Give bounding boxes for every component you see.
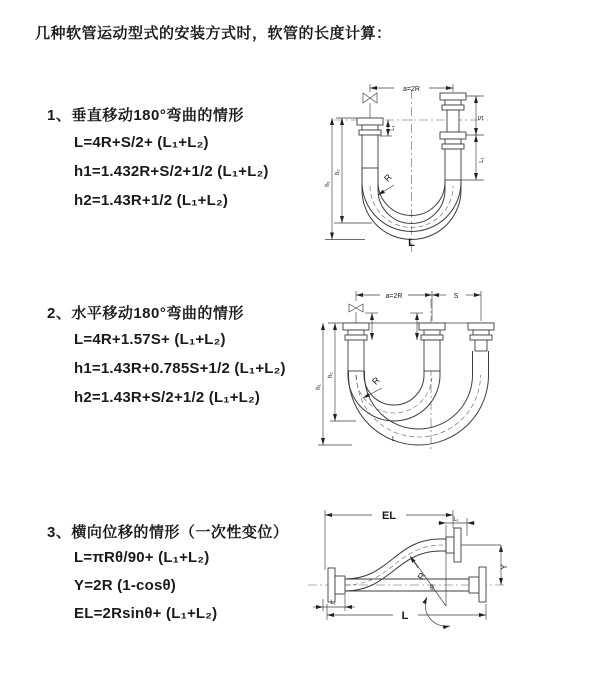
section-2-formula-L: L=4R+1.57S+ (L₁+L₂) — [74, 331, 226, 348]
dimension-label-l1-bottom: L₁ — [330, 600, 336, 606]
flange-right-lower — [440, 132, 466, 180]
dimension-label-l1: L₁ — [479, 157, 485, 163]
section-3-heading: 3、横向位移的情形（一次性变位） — [47, 524, 289, 541]
radius-leader — [410, 556, 428, 582]
diagram-lateral-displacement — [300, 498, 600, 653]
flange-right-inline — [469, 567, 486, 602]
dimension-a2r — [370, 84, 453, 93]
dimension-label-el: EL — [381, 510, 397, 522]
flange-left — [343, 323, 369, 371]
angle-label: θ — [430, 585, 434, 592]
dimension-label-y: Y — [499, 563, 509, 571]
dimension-label-h2: h₂ — [328, 372, 334, 378]
radius-label: R — [370, 375, 382, 387]
page-title: 几种软管运动型式的安装方式时，软管的长度计算： — [35, 25, 392, 42]
dimension-label-h1: h₁ — [325, 181, 331, 187]
dimension-label-h1: h₁ — [316, 384, 322, 390]
braid-section — [362, 135, 378, 168]
diagram-vertical-180-bend — [310, 72, 600, 257]
dimension-l1-right — [461, 135, 485, 180]
dimension-label-a2r: a=2R — [403, 86, 420, 93]
section-2-formula-h2: h2=1.43R+S/2+1/2 (L₁+L₂) — [74, 389, 261, 406]
radius-leader — [378, 172, 394, 195]
radius-label: R — [415, 570, 428, 582]
valve-icon — [363, 93, 377, 118]
section-1-formula-h2: h2=1.43R+1/2 (L₁+L₂) — [74, 192, 229, 209]
dimension-label-s: S — [478, 115, 485, 121]
section-1-formula-L: L=4R+S/2+ (L₁+L₂) — [74, 134, 209, 151]
dimension-label-l1-flange: L₁ — [390, 125, 396, 131]
length-label: L — [392, 436, 396, 443]
dimension-label-s: S — [453, 293, 459, 300]
braid-section — [424, 340, 440, 371]
dimension-label-l1-top: L₁ — [453, 517, 459, 523]
length-label: L — [401, 610, 409, 622]
section-3-formula-EL: EL=2Rsinθ+ (L₁+L₂) — [74, 605, 218, 622]
dimension-s — [466, 96, 485, 135]
dimension-el — [325, 510, 453, 570]
flange-left — [328, 568, 345, 602]
dimension-h1 — [325, 118, 365, 240]
length-label: L — [408, 237, 415, 249]
dimension-label-h2: h₂ — [335, 169, 341, 175]
dimension-a2r — [356, 291, 481, 321]
section-3-formula-Y: Y=2R (1-cosθ) — [74, 577, 176, 594]
section-2-formula-h1: h1=1.43R+0.785S+1/2 (L₁+L₂) — [74, 360, 286, 377]
diagram-horizontal-180-bend — [308, 283, 600, 458]
section-1-heading: 1、垂直移动180°弯曲的情形 — [47, 107, 244, 124]
dimension-h1 — [316, 323, 352, 445]
section-2-heading: 2、水平移动180°弯曲的情形 — [47, 305, 244, 322]
dimension-s — [432, 293, 481, 300]
dimension-label-a2r: a=2R — [385, 293, 403, 300]
hose-u-bend — [348, 351, 489, 445]
section-1-formula-h1: h1=1.432R+S/2+1/2 (L₁+L₂) — [74, 163, 269, 180]
radius-label: R — [382, 172, 394, 184]
flange-right-upper — [440, 93, 466, 132]
hose-s-curve — [345, 539, 446, 591]
flange-left — [357, 118, 383, 168]
flange-middle — [419, 323, 445, 371]
flange-upper-right — [446, 528, 461, 562]
section-3-formula-L: L=πRθ/90+ (L₁+L₂) — [74, 549, 210, 566]
braid-section — [445, 149, 461, 180]
braid-section — [348, 340, 364, 371]
valve-icon — [349, 304, 363, 323]
flange-right — [468, 323, 494, 351]
